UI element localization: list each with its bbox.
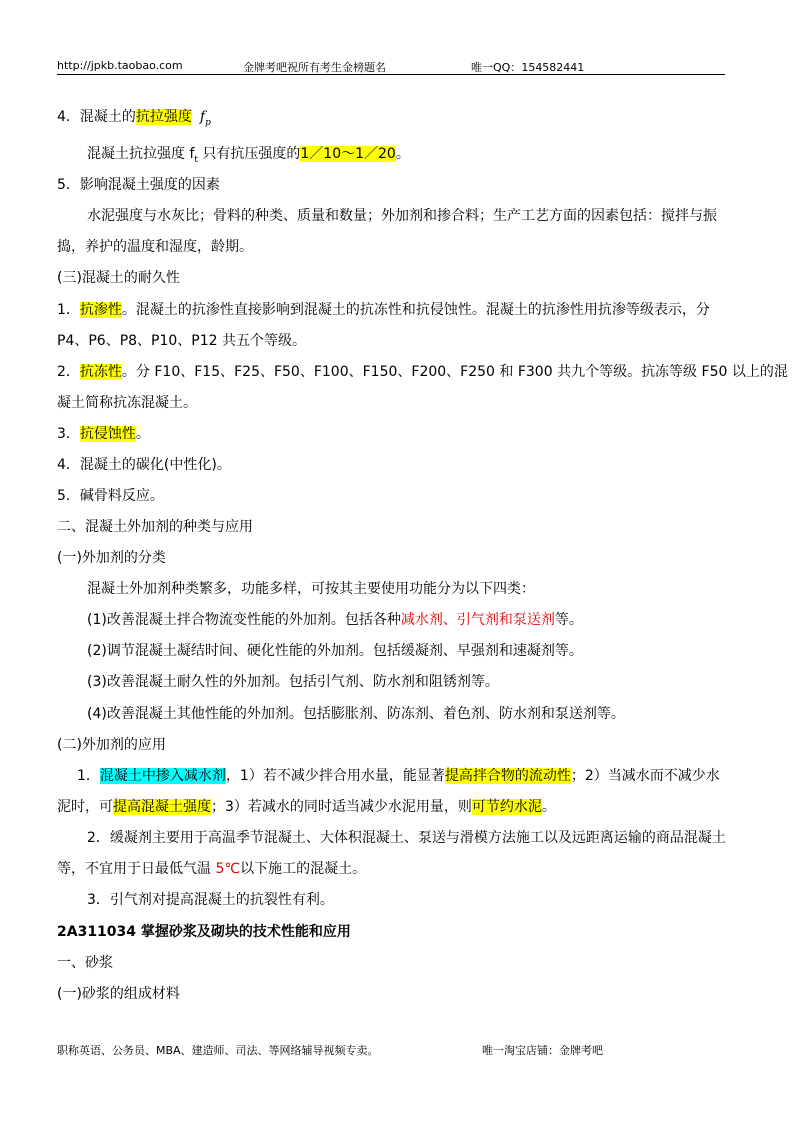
text-span: 1． — [57, 302, 80, 318]
text-span: 混凝土抗拉强度 f — [87, 146, 195, 162]
paragraph-line: P4、P6、P8、P10、P12 共五个等级。 — [57, 333, 307, 349]
chapter-heading: 2A311034 掌握砂浆及砌块的技术性能和应用 — [57, 924, 351, 940]
paragraph-line: 5．碱骨料反应。 — [57, 488, 164, 504]
text-span: 等。 — [554, 612, 583, 628]
text-span: 等，不宜用于日最低气温 — [57, 861, 216, 877]
paragraph-line — [57, 362, 788, 382]
section-heading: (一)砂浆的组成材料 — [57, 986, 180, 1002]
page-header — [57, 59, 725, 75]
text-span: ，1）若不减少拌合用水量，能显著 — [225, 768, 445, 784]
highlight-cyan: 混凝土中掺入减水剂 — [99, 768, 226, 784]
text-span: 2． — [57, 364, 80, 380]
tensile-strength-heading — [57, 107, 211, 133]
text-span: 3． — [57, 426, 80, 442]
paragraph-line — [77, 766, 720, 786]
header-slogan: 金牌考吧祝所有考生金榜题名 — [243, 61, 386, 74]
highlight: 抗侵蚀性 — [79, 426, 136, 442]
paragraph-line — [57, 797, 556, 817]
section-heading: (一)外加剂的分类 — [57, 550, 166, 566]
text-span: 只有抗压强度的 — [197, 146, 301, 162]
text-span: 。 — [395, 146, 410, 162]
footer-right: 唯一淘宝店铺：金牌考吧 — [482, 1044, 603, 1057]
text-span: 。分 F10、F15、F25、F50、F100、F150、F200、F250 和 F300 共九个等级。抗冻等级 F50 以上的混 — [121, 364, 788, 380]
section-heading: 一、砂浆 — [57, 955, 113, 971]
formula — [199, 109, 211, 128]
text-span: 以下施工的混凝土。 — [240, 861, 367, 877]
highlight: 抗冻性 — [79, 364, 122, 380]
section-heading: (三)混凝土的耐久性 — [57, 270, 180, 286]
page-footer — [57, 1042, 737, 1058]
paragraph-line: 2．缓凝剂主要用于高温季节混凝土、大体积混凝土、泵送与滑模方法施工以及远距离运输的商品混凝土 — [87, 830, 726, 846]
text-span: 。 — [541, 799, 556, 815]
text-span: 。混凝土的抗渗性直接影响到混凝土的抗冻性和抗侵蚀性。混凝土的抗渗性用抗渗等级表示，分 — [121, 302, 710, 318]
text-span: 1． — [77, 768, 100, 784]
header-url[interactable]: http://jpkb.taobao.com — [57, 59, 183, 72]
header-qq: 唯一QQ：154582441 — [471, 61, 585, 74]
highlight: 抗拉强度 — [135, 109, 192, 125]
paragraph-line — [57, 859, 366, 879]
paragraph-line: 3．引气剂对提高混凝土的抗裂性有利。 — [87, 892, 334, 908]
paragraph-line — [57, 424, 150, 444]
section-heading: 5．影响混凝土强度的因素 — [57, 177, 220, 193]
list-item: (3)改善混凝土耐久性的外加剂。包括引气剂、防水剂和阻锈剂等。 — [87, 674, 499, 690]
paragraph-line: 水泥强度与水灰比；骨料的种类、质量和数量；外加剂和掺合料；生产工艺方面的因素包括：搅拌与振 — [87, 208, 717, 224]
highlight: 提高拌合物的流动性 — [444, 768, 571, 784]
highlight: 可节约水泥 — [471, 799, 542, 815]
subscript: t — [194, 154, 198, 165]
formula-symbol: f — [199, 109, 206, 125]
red-text: 减水剂、引气剂和泵送剂 — [400, 612, 555, 628]
formula-subscript: p — [205, 117, 211, 128]
list-item: (4)改善混凝土其他性能的外加剂。包括膨胀剂、防冻剂、着色剂、防水剂和泵送剂等。 — [87, 706, 625, 722]
paragraph-line: 4．混凝土的碳化(中性化)。 — [57, 457, 231, 473]
paragraph-line — [87, 144, 410, 170]
highlight: 1／10～1／20 — [300, 146, 396, 162]
text-span: (1)改善混凝土拌合物流变性能的外加剂。包括各种 — [87, 612, 401, 628]
paragraph-line: 凝土简称抗冻混凝土。 — [57, 395, 197, 411]
red-text: 5℃ — [215, 861, 241, 877]
text-span: ；2）当减水而不减少水 — [570, 768, 720, 784]
section-heading: (二)外加剂的应用 — [57, 737, 166, 753]
list-item — [87, 610, 583, 630]
section-heading: 二、混凝土外加剂的种类与应用 — [57, 519, 253, 535]
paragraph-line: 捣，养护的温度和湿度，龄期。 — [57, 239, 253, 255]
text-span: ；3）若减水的同时适当减少水泥用量，则 — [211, 799, 472, 815]
text-span: 4．混凝土的 — [57, 109, 136, 125]
list-item: (2)调节混凝土凝结时间、硬化性能的外加剂。包括缓凝剂、早强剂和速凝剂等。 — [87, 643, 583, 659]
paragraph-line — [57, 300, 710, 320]
paragraph-line: 混凝土外加剂种类繁多，功能多样，可按其主要使用功能分为以下四类： — [87, 581, 535, 597]
highlight: 抗渗性 — [79, 302, 122, 318]
text-span: 泥时，可 — [57, 799, 113, 815]
text-span: 。 — [135, 426, 150, 442]
footer-left: 职称英语、公务员、MBA、建造师、司法、等网络辅导视频专卖。 — [57, 1044, 379, 1057]
highlight: 提高混凝土强度 — [113, 799, 211, 815]
